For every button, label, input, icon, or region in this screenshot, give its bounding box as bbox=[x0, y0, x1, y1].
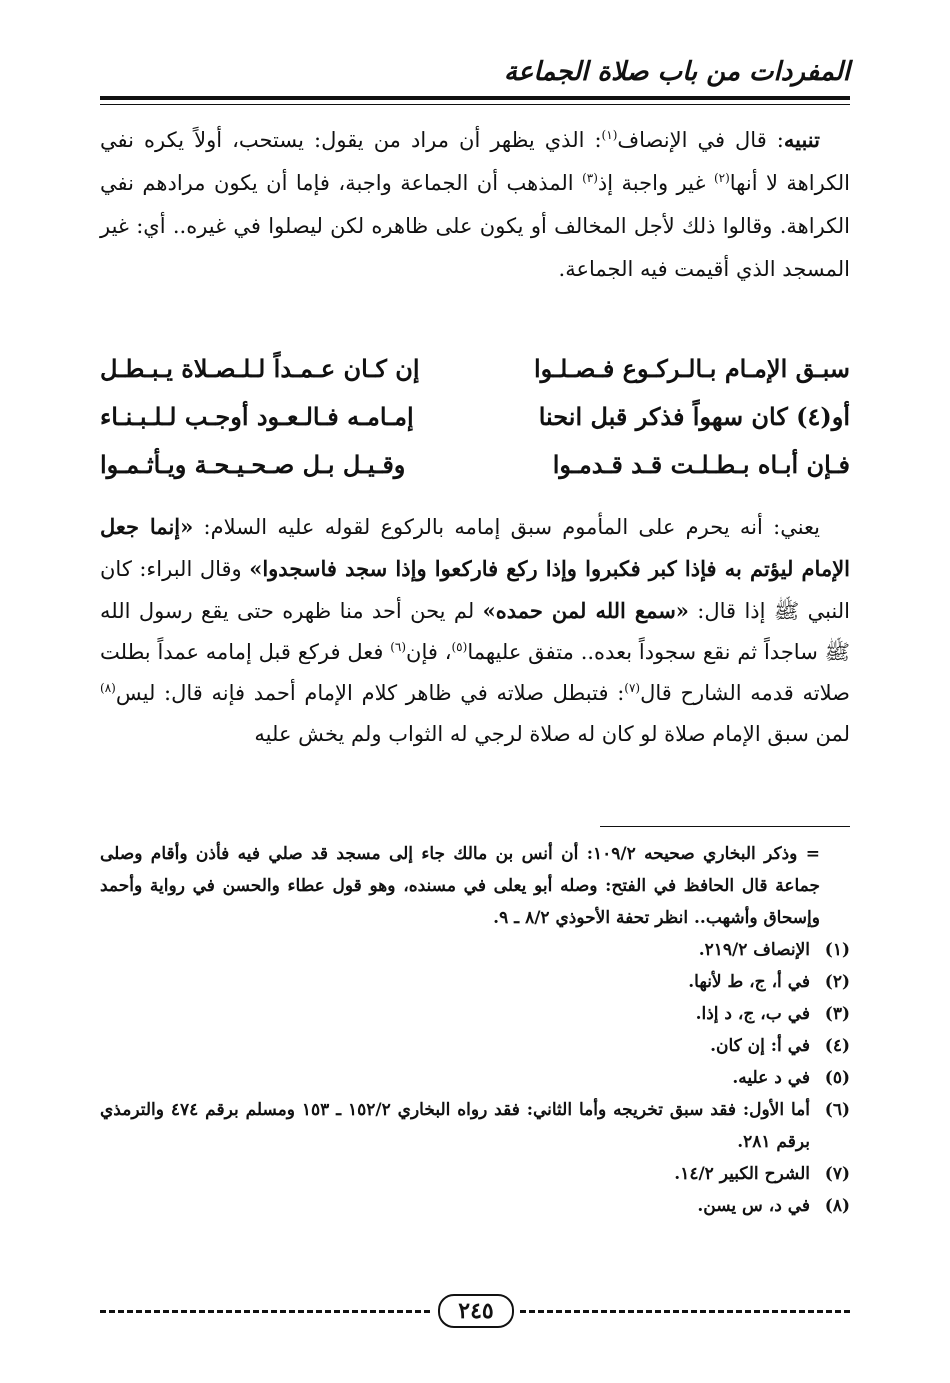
p2-mid-2: لم يحن أحد منا ظهره حتى يقع رسول الله ﷺ ساجداً ثم نقع سجوداً بعده.. متفق عليهما bbox=[100, 599, 850, 664]
verse-first-hemistich: أو(٤) كان سهواً فذكر قبل انحنا bbox=[538, 402, 850, 431]
footnote-item bbox=[100, 1094, 850, 1158]
main-paragraph-1 bbox=[100, 118, 850, 291]
poem-verse bbox=[100, 393, 850, 441]
footnote-number: (٦) bbox=[824, 1100, 850, 1120]
p2-mid-4: فعل فركع قبل إمامه عمداً بطلت صلاته قدمه الشارح قال bbox=[100, 640, 850, 705]
p2-mid-3: ، فإن bbox=[406, 640, 452, 664]
footnote-item bbox=[100, 1030, 850, 1062]
hadith-quote-2: «سمع الله لمن حمده» bbox=[482, 598, 689, 623]
footnote-number: (٤) bbox=[824, 1036, 850, 1056]
poem-block bbox=[100, 345, 850, 489]
footnote-text: الإنصاف ٢١٩/٢. bbox=[698, 940, 810, 960]
poem-verse bbox=[100, 441, 850, 489]
verse-second-hemistich: إن كـان عـمـداً لـلـصـلاة يـبـطـل bbox=[100, 354, 420, 383]
footnote-ref-6: (٦) bbox=[390, 640, 407, 654]
p1-part-d: المذهب أن الجماعة واجبة، فإما أن يكون مرادهم نفي الكراهة. وقالوا ذلك لأجل المخالف أو يكون على ظاهره لكن ليصلوا في غيره.. أي: غير المسجد الذي أقيمت فيه الجماعة. bbox=[100, 171, 850, 281]
footnote-number: (٥) bbox=[824, 1068, 850, 1088]
footnote-text: في ب، ج، د إذا. bbox=[695, 1004, 810, 1024]
header-rule-thin bbox=[100, 104, 850, 105]
page-footer bbox=[100, 1294, 850, 1328]
footnote-number: (٣) bbox=[824, 1004, 850, 1024]
footnote-number: (٧) bbox=[824, 1164, 850, 1184]
footer-dashed-rule-right bbox=[520, 1310, 850, 1313]
verse-second-hemistich: إمـامـه فـالـعـود أوجـب لـلـبـنـاء bbox=[100, 402, 414, 431]
footnote-number: (٨) bbox=[824, 1196, 850, 1216]
main-paragraph-2 bbox=[100, 506, 850, 755]
footnote-item bbox=[100, 998, 850, 1030]
p2-mid-5: : فتبطل صلاته في ظاهر كلام الإمام أحمد فإنه قال: ليس bbox=[115, 681, 625, 705]
footnote-ref-2: (٢) bbox=[713, 171, 730, 185]
verse-second-hemistich: وقـيـل بـل صـحـيـحـة ويـأثـمـوا bbox=[100, 450, 406, 479]
note-label: تنبيه bbox=[783, 127, 820, 152]
hadith-quote-1: «إنما جعل الإمام ليؤتم به فإذا كبر فكبروا وإذا ركع فاركعوا وإذا سجد فاسجدوا» bbox=[100, 514, 851, 581]
footnote-text: في أ: إن كان. bbox=[710, 1036, 810, 1056]
footnote-item bbox=[100, 1190, 850, 1222]
footnote-text: في أ، ج، ط لأنها. bbox=[688, 972, 810, 992]
p1-part-b: : الذي يظهر أن مراد من يقول: يستحب، أولاً يكره نفي الكراهة لا أنها bbox=[100, 128, 851, 195]
footer-dashed-rule-left bbox=[100, 1310, 430, 1313]
footnote-ref-5: (٥) bbox=[451, 640, 468, 654]
p2-intro: يعني: أنه يحرم على المأموم سبق إمامه بالركوع لقوله عليه السلام: bbox=[193, 515, 821, 539]
footnote-item bbox=[100, 1062, 850, 1094]
footnote-item bbox=[100, 934, 850, 966]
footnote-continuation: = وذكر البخاري صحيحه ١٠٩/٢: أن أنس بن مالك جاء إلى مسجد قد صلي فيه فأذن وأقام وصلى جماعة قال الحافظ في الفتح: وصله أبو يعلى في مسنده، وهو قول عطاء والحسن في رواية وأحمد وإسحاق وأشهب.. انظر تحفة الأحوذي ٨/٢ ـ ٩. bbox=[100, 844, 820, 928]
footnote-ref-3: (٣) bbox=[582, 171, 598, 185]
footnote-ref-1: (١) bbox=[601, 128, 618, 142]
footnote-number: (٢) bbox=[824, 972, 850, 992]
p1-part-a: : قال في الإنصاف bbox=[617, 128, 784, 152]
footnote-ref-8: (٨) bbox=[100, 681, 116, 695]
footnote-text: في د عليه. bbox=[732, 1068, 810, 1088]
footnote-item bbox=[100, 966, 850, 998]
verse-first-hemistich: سبـق الإمـام بـالـركـوع فـصـلـوا bbox=[533, 354, 850, 383]
p2-mid-1: وقال البراء: كان النبي ﷺ إذا قال: bbox=[100, 557, 850, 623]
footnote-item bbox=[100, 1158, 850, 1190]
verse-first-hemistich: فـإن أبـاه بـطـلـت قـد قـدمـوا bbox=[552, 450, 850, 479]
header-rule-thick bbox=[100, 96, 850, 100]
footnote-text: أما الأول: فقد سبق تخريجه وأما الثاني: فقد رواه البخاري ١٥٢/٢ ـ ١٥٣ ومسلم برقم ٤٧٤ والترمذي برقم ٢٨١. bbox=[100, 1100, 810, 1152]
p1-part-c: غير واجبة إذ bbox=[597, 171, 714, 195]
footnote-number: (١) bbox=[824, 940, 850, 960]
running-header-title: المفردات من باب صلاة الجماعة bbox=[503, 57, 850, 87]
footnotes-section bbox=[100, 838, 850, 1222]
page-number: ٢٤٥ bbox=[438, 1294, 514, 1328]
footnote-text: في د، س يسن. bbox=[697, 1196, 810, 1216]
footnote-ref-7: (٧) bbox=[624, 681, 641, 695]
p2-end: لمن سبق الإمام صلاة لو كان له صلاة لرجي له الثواب ولم يخش عليه bbox=[254, 722, 850, 746]
poem-verse bbox=[100, 345, 850, 393]
footnote-text: الشرح الكبير ١٤/٢. bbox=[674, 1164, 810, 1184]
footnote-divider bbox=[600, 826, 850, 827]
